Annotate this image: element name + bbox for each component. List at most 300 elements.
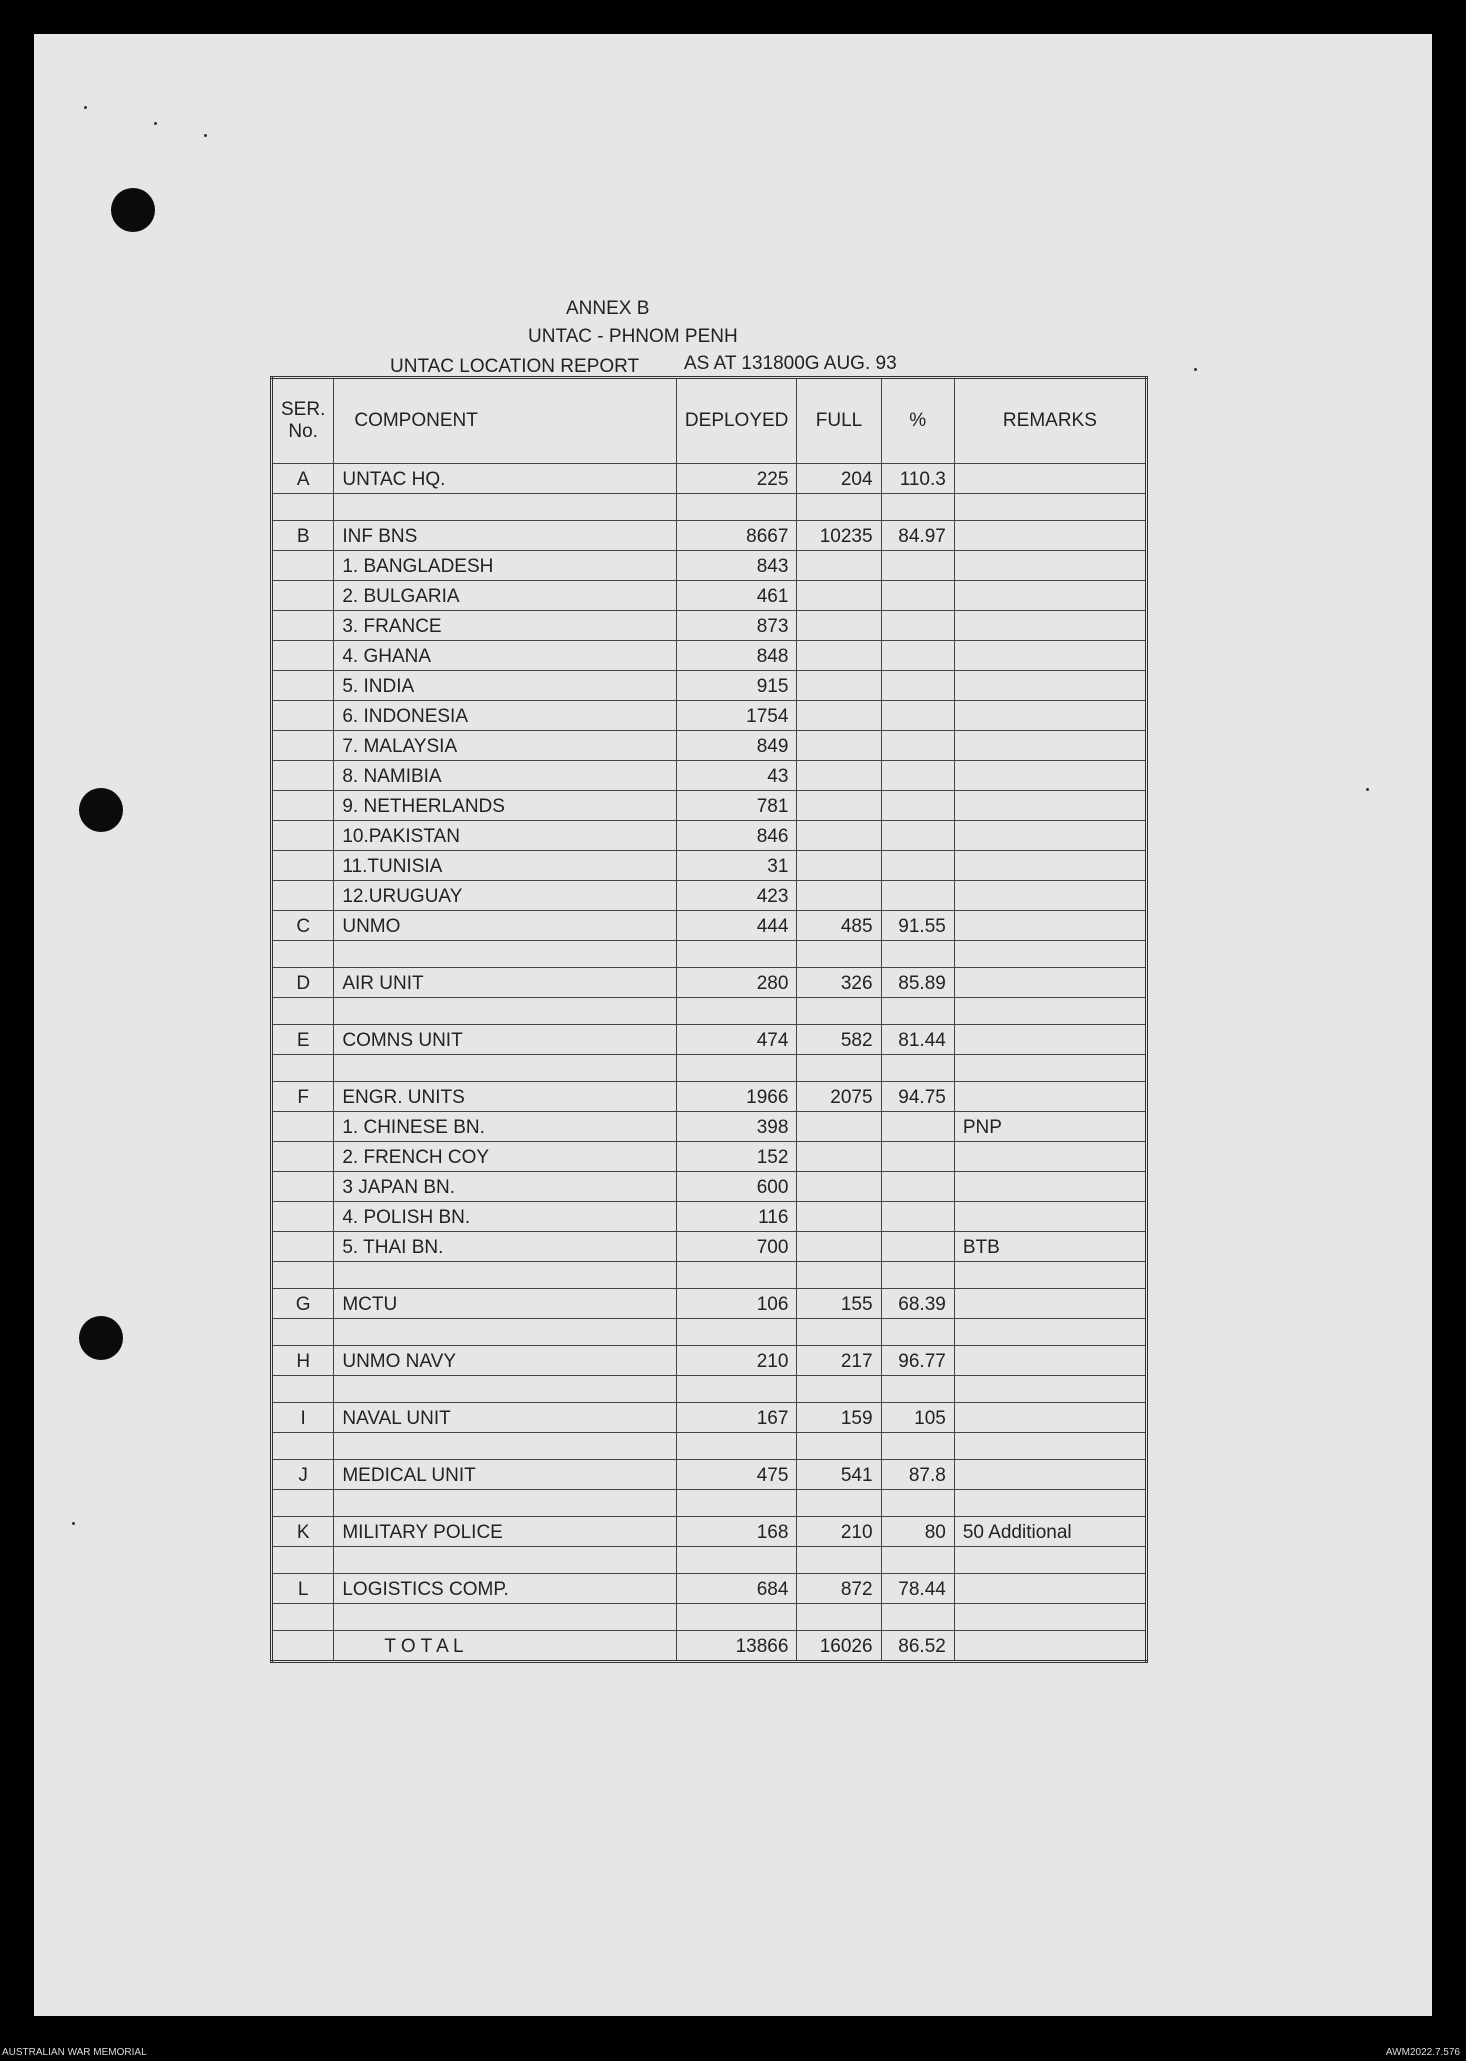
ser-cell	[272, 1172, 334, 1202]
ser-cell	[272, 611, 334, 641]
percent-cell: 110.3	[881, 464, 954, 494]
full-cell: 2075	[797, 1082, 881, 1112]
remarks-cell	[954, 1547, 1146, 1574]
percent-cell	[881, 671, 954, 701]
deployed-cell: 43	[676, 761, 796, 791]
deployed-cell: 8667	[676, 521, 796, 551]
remarks-cell	[954, 1202, 1146, 1232]
component-cell: UNTAC HQ.	[334, 464, 677, 494]
full-cell	[797, 641, 881, 671]
deployed-cell	[676, 998, 796, 1025]
remarks-cell	[954, 1604, 1146, 1631]
ser-cell	[272, 1232, 334, 1262]
deployed-cell	[676, 941, 796, 968]
component-cell: INF BNS	[334, 521, 677, 551]
ser-cell: I	[272, 1403, 334, 1433]
deployed-cell: 475	[676, 1460, 796, 1490]
deployed-cell: 280	[676, 968, 796, 998]
ser-cell	[272, 1142, 334, 1172]
ser-cell	[272, 1604, 334, 1631]
paper-speck	[204, 134, 207, 137]
full-cell	[797, 821, 881, 851]
ser-cell	[272, 701, 334, 731]
percent-cell: 78.44	[881, 1574, 954, 1604]
full-cell	[797, 998, 881, 1025]
ser-cell: C	[272, 911, 334, 941]
remarks-cell	[954, 1082, 1146, 1112]
full-cell: 485	[797, 911, 881, 941]
remarks-cell	[954, 551, 1146, 581]
full-cell	[797, 1604, 881, 1631]
table-spacer-row	[272, 1319, 1147, 1346]
percent-cell	[881, 821, 954, 851]
table-row	[272, 1346, 1147, 1376]
table-row	[272, 1517, 1147, 1547]
location-report-table	[270, 376, 1148, 1663]
deployed-cell: 600	[676, 1172, 796, 1202]
component-cell	[334, 1604, 677, 1631]
deployed-cell	[676, 1433, 796, 1460]
table-row	[272, 1403, 1147, 1433]
remarks-cell	[954, 521, 1146, 551]
deployed-cell: 1966	[676, 1082, 796, 1112]
percent-cell	[881, 941, 954, 968]
table-row	[272, 968, 1147, 998]
percent-cell	[881, 1202, 954, 1232]
percent-cell: 94.75	[881, 1082, 954, 1112]
remarks-cell	[954, 1319, 1146, 1346]
deployed-cell: 915	[676, 671, 796, 701]
percent-cell	[881, 761, 954, 791]
report-title: UNTAC LOCATION REPORT	[390, 356, 640, 377]
percent-cell	[881, 1376, 954, 1403]
percent-cell	[881, 851, 954, 881]
ser-cell	[272, 581, 334, 611]
full-cell: 872	[797, 1574, 881, 1604]
paper-speck	[1366, 788, 1369, 791]
component-cell: 2. FRENCH COY	[334, 1142, 677, 1172]
percent-cell	[881, 1262, 954, 1289]
percent-cell	[881, 1055, 954, 1082]
table-row	[272, 911, 1147, 941]
annex-label: ANNEX B	[566, 298, 650, 319]
deployed-cell: 398	[676, 1112, 796, 1142]
ser-cell	[272, 494, 334, 521]
remarks-cell	[954, 1025, 1146, 1055]
paper-speck	[1194, 368, 1197, 371]
deployed-cell	[676, 1055, 796, 1082]
deployed-cell: 846	[676, 821, 796, 851]
component-cell: 12.URUGUAY	[334, 881, 677, 911]
component-cell: 11.TUNISIA	[334, 851, 677, 881]
paper-speck	[72, 1522, 75, 1525]
table-row	[272, 1289, 1147, 1319]
full-cell	[797, 941, 881, 968]
deployed-cell: 873	[676, 611, 796, 641]
remarks-cell	[954, 494, 1146, 521]
percent-cell	[881, 611, 954, 641]
location-title: UNTAC - PHNOM PENH	[528, 326, 738, 347]
percent-cell: 84.97	[881, 521, 954, 551]
percent-cell	[881, 641, 954, 671]
percent-cell	[881, 791, 954, 821]
full-cell	[797, 1202, 881, 1232]
ser-cell	[272, 1376, 334, 1403]
header-full: FULL	[797, 378, 881, 464]
percent-cell	[881, 494, 954, 521]
component-cell: 5. INDIA	[334, 671, 677, 701]
header-percent: %	[881, 378, 954, 464]
ser-cell	[272, 821, 334, 851]
archive-reference: AWM2022.7.576	[1385, 2047, 1460, 2058]
table-spacer-row	[272, 1490, 1147, 1517]
punch-hole-bottom	[79, 1316, 123, 1360]
full-cell	[797, 881, 881, 911]
component-cell: 8. NAMIBIA	[334, 761, 677, 791]
ser-cell	[272, 881, 334, 911]
table-row	[272, 731, 1147, 761]
percent-cell	[881, 581, 954, 611]
component-cell: MCTU	[334, 1289, 677, 1319]
remarks-cell	[954, 1262, 1146, 1289]
table-row	[272, 1112, 1147, 1142]
full-cell: 217	[797, 1346, 881, 1376]
component-cell: UNMO NAVY	[334, 1346, 677, 1376]
table-row	[272, 1574, 1147, 1604]
remarks-cell	[954, 881, 1146, 911]
deployed-cell: 781	[676, 791, 796, 821]
paper-speck	[84, 106, 87, 109]
component-cell	[334, 494, 677, 521]
component-cell: 4. GHANA	[334, 641, 677, 671]
table-row	[272, 761, 1147, 791]
full-cell	[797, 1490, 881, 1517]
percent-cell: 68.39	[881, 1289, 954, 1319]
table-row	[272, 611, 1147, 641]
ser-cell	[272, 851, 334, 881]
table-spacer-row	[272, 1376, 1147, 1403]
remarks-cell	[954, 1460, 1146, 1490]
component-cell: NAVAL UNIT	[334, 1403, 677, 1433]
full-cell: 159	[797, 1403, 881, 1433]
table-spacer-row	[272, 1433, 1147, 1460]
header-deployed: DEPLOYED	[676, 378, 796, 464]
table-row	[272, 1142, 1147, 1172]
component-cell	[334, 1262, 677, 1289]
ser-cell	[272, 1490, 334, 1517]
table-spacer-row	[272, 998, 1147, 1025]
component-cell: LOGISTICS COMP.	[334, 1574, 677, 1604]
component-cell: 5. THAI BN.	[334, 1232, 677, 1262]
deployed-cell: 684	[676, 1574, 796, 1604]
remarks-cell: PNP	[954, 1112, 1146, 1142]
component-cell: UNMO	[334, 911, 677, 941]
table-spacer-row	[272, 941, 1147, 968]
component-cell	[334, 1433, 677, 1460]
ser-cell	[272, 1262, 334, 1289]
ser-cell: E	[272, 1025, 334, 1055]
table-row	[272, 1460, 1147, 1490]
full-cell	[797, 851, 881, 881]
full-cell	[797, 1376, 881, 1403]
component-cell	[334, 1547, 677, 1574]
table-row	[272, 851, 1147, 881]
table-spacer-row	[272, 1262, 1147, 1289]
remarks-cell	[954, 464, 1146, 494]
table-row	[272, 1202, 1147, 1232]
remarks-cell	[954, 791, 1146, 821]
table-row	[272, 1631, 1147, 1662]
header-remarks: REMARKS	[954, 378, 1146, 464]
punch-hole-middle	[79, 788, 123, 832]
component-cell: ENGR. UNITS	[334, 1082, 677, 1112]
remarks-cell	[954, 1574, 1146, 1604]
table-row	[272, 821, 1147, 851]
percent-cell: 91.55	[881, 911, 954, 941]
table-spacer-row	[272, 1547, 1147, 1574]
ser-cell: H	[272, 1346, 334, 1376]
percent-cell	[881, 1232, 954, 1262]
component-cell	[334, 1055, 677, 1082]
table-row	[272, 1025, 1147, 1055]
percent-cell: 86.52	[881, 1631, 954, 1662]
remarks-cell	[954, 1631, 1146, 1662]
deployed-cell: 225	[676, 464, 796, 494]
percent-cell: 85.89	[881, 968, 954, 998]
deployed-cell	[676, 1604, 796, 1631]
full-cell: 541	[797, 1460, 881, 1490]
full-cell	[797, 1262, 881, 1289]
remarks-cell	[954, 851, 1146, 881]
remarks-cell: BTB	[954, 1232, 1146, 1262]
deployed-cell: 700	[676, 1232, 796, 1262]
remarks-cell	[954, 1403, 1146, 1433]
ser-cell: G	[272, 1289, 334, 1319]
percent-cell: 105	[881, 1403, 954, 1433]
ser-cell: D	[272, 968, 334, 998]
component-cell: MEDICAL UNIT	[334, 1460, 677, 1490]
ser-cell	[272, 671, 334, 701]
paper-speck	[154, 122, 157, 125]
full-cell	[797, 581, 881, 611]
percent-cell	[881, 1142, 954, 1172]
remarks-cell	[954, 731, 1146, 761]
table-row	[272, 1082, 1147, 1112]
remarks-cell	[954, 1055, 1146, 1082]
remarks-cell	[954, 1289, 1146, 1319]
ser-cell	[272, 731, 334, 761]
percent-cell: 96.77	[881, 1346, 954, 1376]
percent-cell	[881, 731, 954, 761]
deployed-cell: 848	[676, 641, 796, 671]
ser-cell: K	[272, 1517, 334, 1547]
archive-credit: AUSTRALIAN WAR MEMORIAL	[2, 2047, 147, 2058]
table-row	[272, 641, 1147, 671]
header-ser: SER. No.	[272, 378, 334, 464]
percent-cell	[881, 1547, 954, 1574]
table-row	[272, 791, 1147, 821]
full-cell	[797, 1142, 881, 1172]
full-cell	[797, 701, 881, 731]
full-cell: 155	[797, 1289, 881, 1319]
component-cell: 7. MALAYSIA	[334, 731, 677, 761]
table-row	[272, 881, 1147, 911]
ser-cell	[272, 1055, 334, 1082]
ser-cell	[272, 551, 334, 581]
full-cell	[797, 1433, 881, 1460]
deployed-cell: 13866	[676, 1631, 796, 1662]
remarks-cell	[954, 911, 1146, 941]
full-cell: 582	[797, 1025, 881, 1055]
deployed-cell: 31	[676, 851, 796, 881]
deployed-cell: 843	[676, 551, 796, 581]
table-row	[272, 464, 1147, 494]
ser-cell	[272, 791, 334, 821]
percent-cell	[881, 1319, 954, 1346]
component-cell: MILITARY POLICE	[334, 1517, 677, 1547]
component-cell: 3. FRANCE	[334, 611, 677, 641]
deployed-cell	[676, 1376, 796, 1403]
full-cell	[797, 671, 881, 701]
full-cell	[797, 791, 881, 821]
component-cell: COMNS UNIT	[334, 1025, 677, 1055]
remarks-cell	[954, 1376, 1146, 1403]
ser-cell	[272, 1202, 334, 1232]
component-cell	[334, 1319, 677, 1346]
remarks-cell	[954, 671, 1146, 701]
table-row	[272, 521, 1147, 551]
ser-cell: A	[272, 464, 334, 494]
remarks-cell	[954, 611, 1146, 641]
deployed-cell: 106	[676, 1289, 796, 1319]
percent-cell	[881, 701, 954, 731]
full-cell: 16026	[797, 1631, 881, 1662]
table-row	[272, 701, 1147, 731]
ser-cell: F	[272, 1082, 334, 1112]
component-cell	[334, 941, 677, 968]
remarks-cell	[954, 998, 1146, 1025]
full-cell	[797, 761, 881, 791]
component-cell	[334, 998, 677, 1025]
full-cell	[797, 611, 881, 641]
remarks-cell: 50 Additional	[954, 1517, 1146, 1547]
percent-cell	[881, 1490, 954, 1517]
ser-cell	[272, 761, 334, 791]
punch-hole-top	[111, 188, 155, 232]
ser-cell	[272, 1433, 334, 1460]
percent-cell	[881, 881, 954, 911]
component-cell: 3 JAPAN BN.	[334, 1172, 677, 1202]
deployed-cell	[676, 1319, 796, 1346]
full-cell	[797, 494, 881, 521]
remarks-cell	[954, 1142, 1146, 1172]
remarks-cell	[954, 1490, 1146, 1517]
percent-cell	[881, 1433, 954, 1460]
deployed-cell: 167	[676, 1403, 796, 1433]
remarks-cell	[954, 821, 1146, 851]
remarks-cell	[954, 1433, 1146, 1460]
ser-cell	[272, 941, 334, 968]
deployed-cell: 152	[676, 1142, 796, 1172]
percent-cell	[881, 551, 954, 581]
report-date: AS AT 131800G AUG. 93	[684, 353, 897, 374]
percent-cell	[881, 998, 954, 1025]
full-cell: 326	[797, 968, 881, 998]
deployed-cell: 168	[676, 1517, 796, 1547]
component-cell: AIR UNIT	[334, 968, 677, 998]
deployed-cell	[676, 494, 796, 521]
percent-cell	[881, 1172, 954, 1202]
component-cell: 6. INDONESIA	[334, 701, 677, 731]
percent-cell: 80	[881, 1517, 954, 1547]
header-component: COMPONENT	[334, 378, 677, 464]
percent-cell: 87.8	[881, 1460, 954, 1490]
component-cell: 10.PAKISTAN	[334, 821, 677, 851]
table-row	[272, 1172, 1147, 1202]
table-row	[272, 1232, 1147, 1262]
remarks-cell	[954, 581, 1146, 611]
table-row	[272, 551, 1147, 581]
deployed-cell	[676, 1547, 796, 1574]
full-cell	[797, 731, 881, 761]
percent-cell	[881, 1604, 954, 1631]
full-cell	[797, 1547, 881, 1574]
full-cell	[797, 1112, 881, 1142]
ser-cell: B	[272, 521, 334, 551]
deployed-cell: 210	[676, 1346, 796, 1376]
deployed-cell	[676, 1490, 796, 1517]
deployed-cell: 474	[676, 1025, 796, 1055]
remarks-cell	[954, 641, 1146, 671]
remarks-cell	[954, 1172, 1146, 1202]
component-cell	[334, 1376, 677, 1403]
ser-cell	[272, 1319, 334, 1346]
percent-cell: 81.44	[881, 1025, 954, 1055]
component-cell: 1. BANGLADESH	[334, 551, 677, 581]
table-spacer-row	[272, 1604, 1147, 1631]
full-cell	[797, 1055, 881, 1082]
deployed-cell: 849	[676, 731, 796, 761]
component-cell: T O T A L	[334, 1631, 677, 1662]
ser-cell	[272, 1112, 334, 1142]
component-cell: 2. BULGARIA	[334, 581, 677, 611]
ser-cell	[272, 998, 334, 1025]
ser-cell: J	[272, 1460, 334, 1490]
percent-cell	[881, 1112, 954, 1142]
full-cell	[797, 1319, 881, 1346]
ser-cell	[272, 1631, 334, 1662]
full-cell: 210	[797, 1517, 881, 1547]
table-row	[272, 671, 1147, 701]
ser-cell: L	[272, 1574, 334, 1604]
full-cell: 10235	[797, 521, 881, 551]
full-cell	[797, 1232, 881, 1262]
full-cell	[797, 1172, 881, 1202]
remarks-cell	[954, 968, 1146, 998]
table-spacer-row	[272, 494, 1147, 521]
remarks-cell	[954, 941, 1146, 968]
component-cell: 9. NETHERLANDS	[334, 791, 677, 821]
full-cell: 204	[797, 464, 881, 494]
deployed-cell	[676, 1262, 796, 1289]
ser-cell	[272, 1547, 334, 1574]
ser-cell	[272, 641, 334, 671]
deployed-cell: 444	[676, 911, 796, 941]
table-header-row	[272, 378, 1147, 464]
deployed-cell: 423	[676, 881, 796, 911]
component-cell: 1. CHINESE BN.	[334, 1112, 677, 1142]
remarks-cell	[954, 701, 1146, 731]
